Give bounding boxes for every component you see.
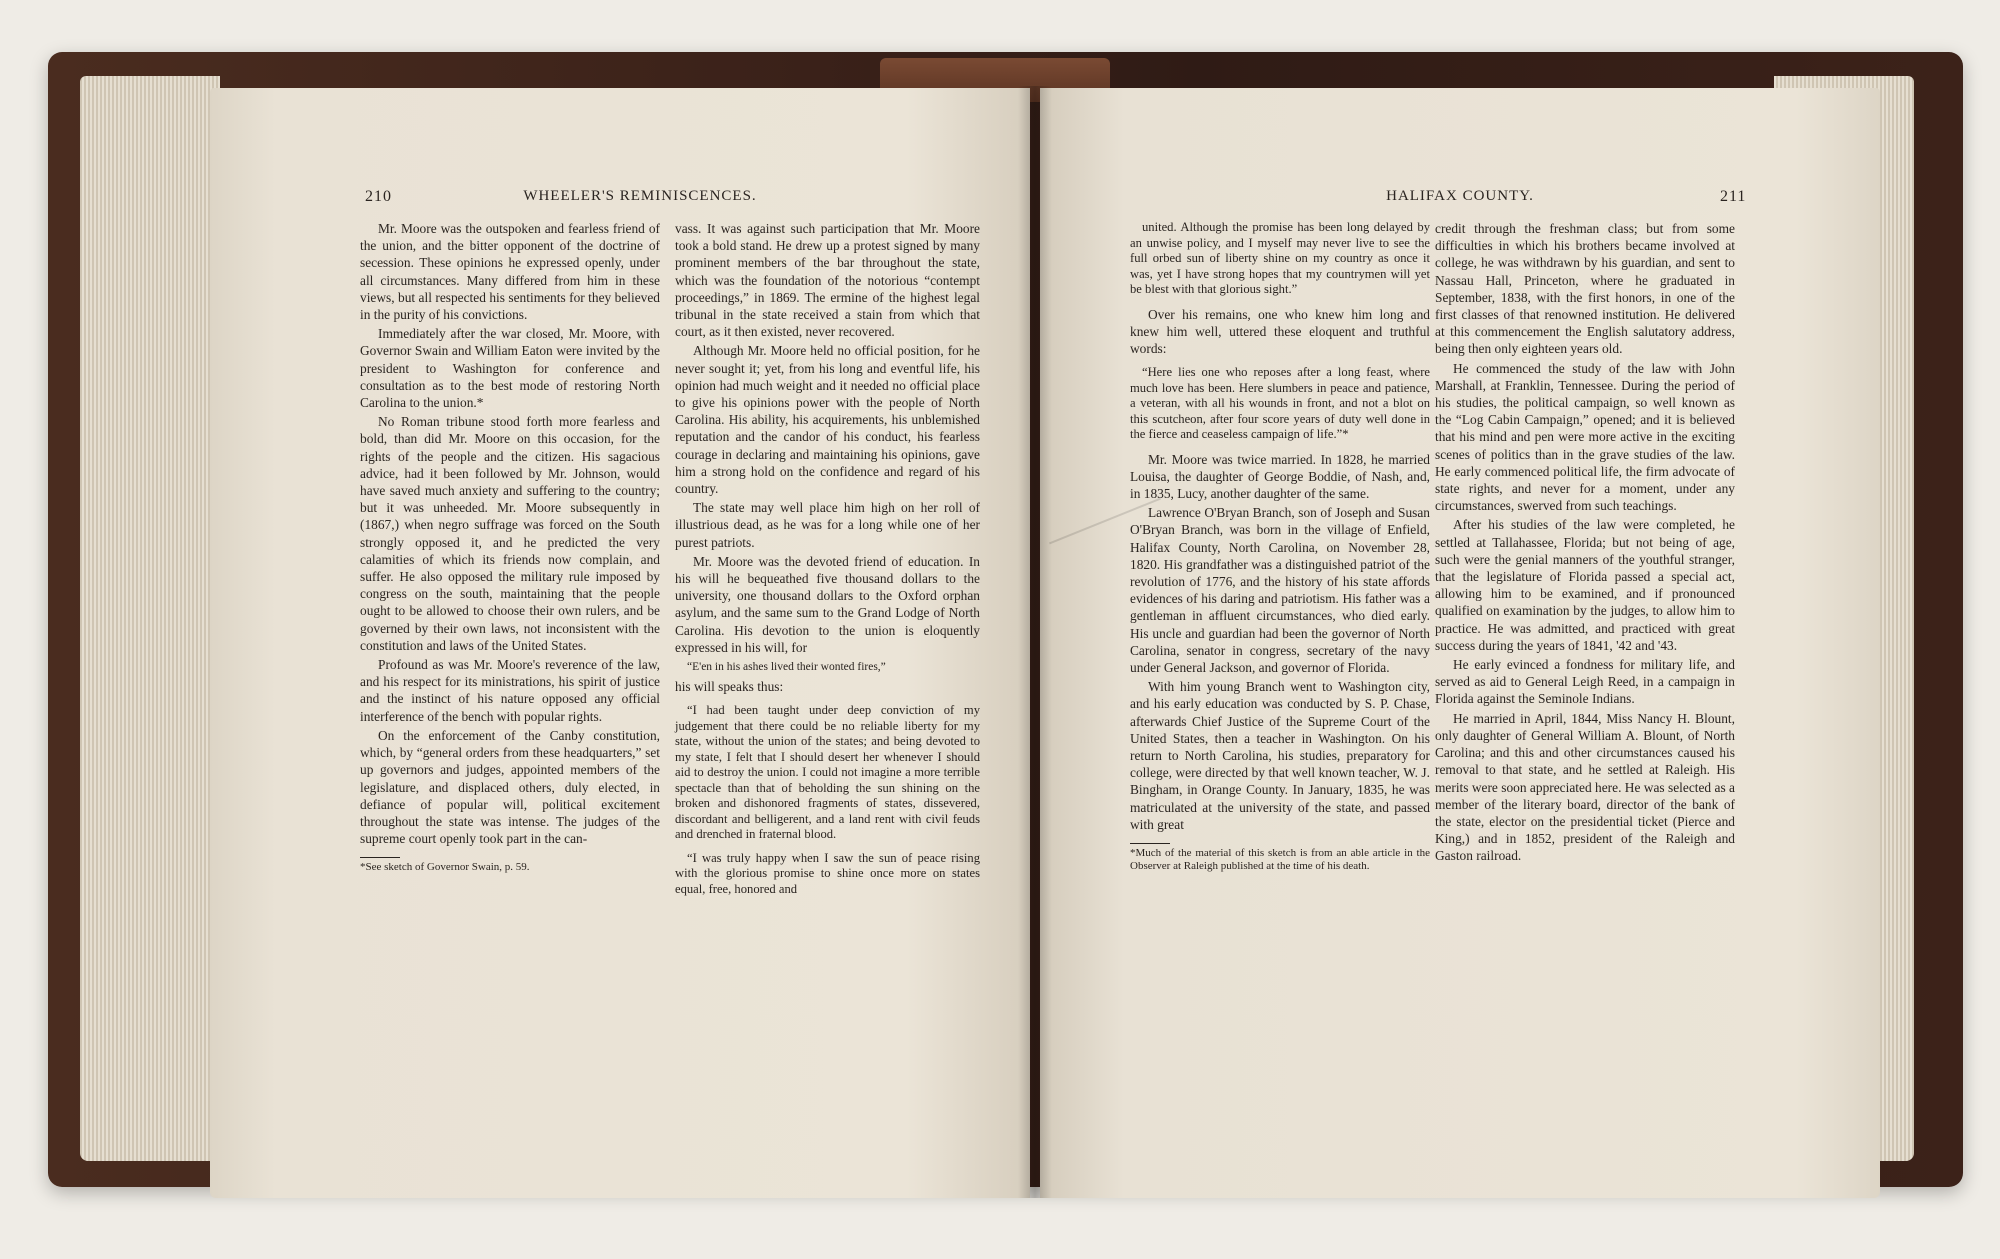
paragraph: He commenced the study of the law with John Marshall, at Franklin, Tennessee. During the period of his studies, the political campaign, so well known as the “Log Cabin Campaign,” opened; and it is believed that his mind and pen were more active in the exciting scenes of politics than in the grave studies of the law. He early commenced political life, the firm advocate of state rights, and never for a moment, under any circumstances, swerved from such teachings. [1435,360,1735,514]
right-page-header [1040,188,1880,212]
page-number: 210 [365,188,392,205]
paragraph: No Roman tribune stood forth more fearless and bold, than did Mr. Moore on this occasion, for the rights of the people and the citizen. His sagacious advice, had it been followed by Mr. Johnson, would have saved much anxiety and suffering to the country; but it was unheeded. Mr. Moore subsequently in (1867,) when negro suffrage was forced on the South strongly opposed it, and he predicted the very calamities of which its friends now complain, and suffer. He also opposed the military rule imposed by congress on the south, maintaining that the people ought to be allowed to choose their own rulers, and be governed by their own laws, not inconsistent with the constitution and laws of the United States. [360,414,660,653]
block-quote: united. Although the promise has been long delayed by an unwise policy, and I myself may never live to see the full orbed sun of liberty shine on my country as once it was, yet I have strong hopes that my countrymen will yet be blest with that glorious sight.” [1130,220,1430,296]
paragraph: He married in April, 1844, Miss Nancy H. Blount, only daughter of General William A. Blount, of North Carolina; and this and other circumstances caused his removal to that state, and he settled at Raleigh. His merits were soon appreciated here. He was selected as a member of the literary board, director of the bank of the state, elector on the presidential ticket (Pierce and King,) and in 1852, president of the Raleigh and Gaston railroad. [1435,710,1735,864]
left-column-1 [360,220,660,874]
footnote-rule [1130,843,1170,844]
paragraph: credit through the freshman class; but from some difficulties in which his brothers became involved at college, he was withdrawn by his guardian, and sent to Nassau Hall, Princeton, where he graduated in September, 1838, with the first honors, in one of the first classes of that renowned institution. He delivered at this commencement the English salutatory address, being then only eighteen years old. [1435,221,1735,357]
block-quote: “I had been taught under deep conviction of my judgement that there could be no reliable liberty for my state, without the union of the states; and being devoted to my state, I felt that I should desert her whenever I should aid to destroy the union. I could not imagine a more terrible spectacle than that of beholding the sun shining on the broken and dishonored fragments of states, dissevered, discordant and belligerent, and a land rent with civil feuds and drenched in fraternal blood. [675,703,980,842]
paragraph: vass. It was against such participation that Mr. Moore took a bold stand. He drew up a protest signed by many prominent members of the bar throughout the state, which was the foundation of the notorious “contempt proceedings,” in 1869. The ermine of the highest legal tribunal in the state received a stain from which that court, as it then existed, never recovered. [675,221,980,340]
left-page-header [210,188,1030,212]
paragraph: Mr. Moore was the outspoken and fearless friend of the union, and the bitter opponent of the doctrine of secession. These opinions he expressed openly, under all circumstances. Many differed from him in these views, but all respected his sentiments for they believed in the purity of his convictions. [360,221,660,323]
book-gutter [1018,86,1052,1198]
page-edges-left [80,76,220,1161]
paragraph: Profound as was Mr. Moore's reverence of the law, and his respect for its ministrations, his spirit of justice and the instinct of his nature opposed any official interference of the bench with popular rights. [360,657,660,724]
page-number: 211 [1720,188,1747,205]
paragraph: Mr. Moore was twice married. In 1828, he married Louisa, the daughter of George Boddie, of Nash, and, in 1835, Lucy, another daughter of the same. [1130,451,1430,502]
block-quote: “Here lies one who reposes after a long feast, where much love has been. Here slumbers in peace and patience, a veteran, with all his wounds in front, and not a blot on this scutcheon, after four score years of duty well done in the fierce and ceaseless campaign of life.”* [1130,365,1430,442]
paragraph: Immediately after the war closed, Mr. Moore, with Governor Swain and William Eaton were invited by the president to Washington for conference and consultation as to the best mode of restoring North Carolina to the union.* [360,326,660,411]
footnote-text: *See sketch of Governor Swain, p. 59. [360,861,530,874]
paragraph: On the enforcement of the Canby constitution, which, by “general orders from these headquarters,” set up governors and judges, appointed members of the legislature, and displaced others, duly elected, in defiance of popular will, political excitement throughout the state was intense. The judges of the supreme court openly took part in the can- [360,727,660,847]
paragraph: Over his remains, one who knew him long and knew him well, uttered these eloquent and truthful words: [1130,306,1430,356]
paragraph: Mr. Moore was the devoted friend of education. In his will he bequeathed five thousand dollars to the university, one thousand dollars to the Oxford orphan asylum, and the same sum to the Grand Lodge of North Carolina. His devotion to the union is eloquently expressed in his will, for [675,553,980,655]
paragraph: his will speaks thus: [675,679,784,695]
right-column-2 [1435,220,1735,867]
verse-quote: “E'en in his ashes lived their wonted fires,” [687,661,886,674]
left-column-2 [675,220,980,905]
left-page [210,88,1030,1198]
right-column-1 [1130,220,1430,873]
footnote [1130,839,1430,873]
block-quote: “I was truly happy when I saw the sun of peace rising with the glorious promise to shine once more on states equal, free, honored and [675,850,980,896]
paragraph: With him young Branch went to Washington city, and his early education was conducted by S. P. Chase, afterwards Chief Justice of the Supreme Court of the United States, then a teacher in Washington. On his return to North Carolina, his studies, preparatory for college, were directed by that well known teacher, W. J. Bingham, in Orange County. In January, 1835, he was matriculated at the university of the state, and passed with great [1130,679,1430,832]
running-head: HALIFAX COUNTY. [1386,188,1534,204]
paragraph: After his studies of the law were completed, he settled at Tallahassee, Florida; but not being of age, such were the genial manners of the youthful stranger, that the legislature of Florida passed a special act, allowing him to be examined, and if pronounced qualified on examination by the judges, to allow him to practice. He was admitted, and practiced with great success during the years of 1841, '42 and '43. [1435,517,1735,653]
paragraph: The state may well place him high on her roll of illustrious dead, as he was for a long while one of her purest patriots. [675,500,980,550]
footnote [360,853,660,874]
footnote-text: *Much of the material of this sketch is from an able article in the Observer at Raleigh published at the time of his death. [1130,847,1430,873]
paragraph: He early evinced a fondness for military life, and served as aid to General Leigh Reed, in a campaign in Florida against the Seminole Indians. [1435,657,1735,707]
paragraph: Although Mr. Moore held no official position, for he never sought it; yet, from his long and eventful life, his opinion had much weight and it needed no official place to give his opinions power with the people of North Carolina. His ability, his acquirements, his unblemished reputation and the candor of his conduct, his fearless courage in declaring and maintaining his opinions, gave him a strong hold on the confidence and regard of his country. [675,343,980,497]
running-head: WHEELER'S REMINISCENCES. [523,188,757,204]
paragraph: Lawrence O'Bryan Branch, son of Joseph and Susan O'Bryan Branch, was born in the village of Enfield, Halifax County, North Carolina, on November 28, 1820. His grandfather was a distinguished patriot of the revolution of 1776, and the history of his state affords evidences of his daring and patriotism. His father was a gentleman in affluent circumstances, who died early. His uncle and guardian had been the governor of North Carolina, senator in congress, secretary of the navy under General Jackson, and governor of Florida. [1130,505,1430,676]
right-page [1040,88,1880,1198]
footnote-rule [360,857,400,858]
